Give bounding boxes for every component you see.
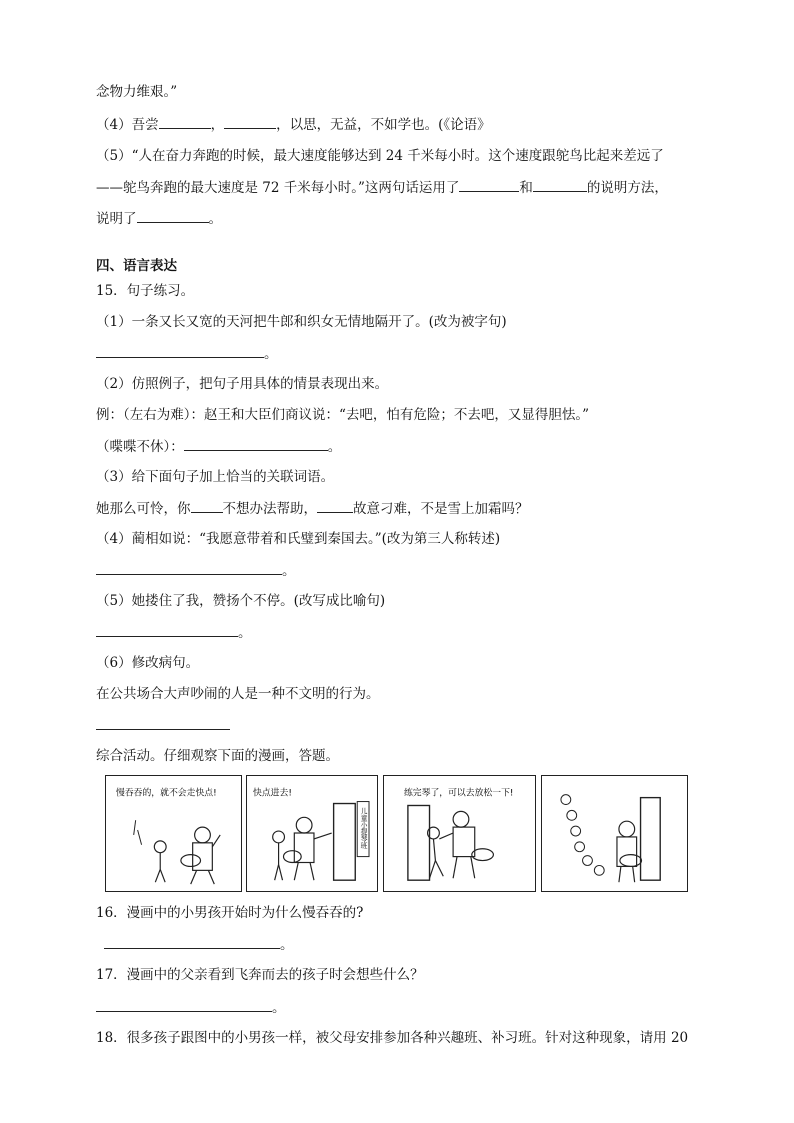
answer-blank[interactable]	[96, 343, 264, 358]
answer-line	[96, 715, 230, 736]
question-5-line-2: ——鸵鸟奔跑的最大速度是 72 千米每小时。”这两句话运用了 和 的说明方法，	[96, 177, 668, 198]
question-5-line-3: 说明了 。	[96, 208, 222, 229]
answer-blank[interactable]	[224, 114, 276, 129]
question-15-2: （2）仿照例子，把句子用具体的情景表现出来。	[96, 376, 389, 392]
question-15: 15．句子练习。	[96, 283, 195, 299]
question-17: 17．漫画中的父亲看到飞奔而去的孩子时会想些什么？	[96, 967, 424, 983]
comic-panel-3	[383, 775, 536, 892]
question-15-2-prompt: （喋喋不休）： 。	[96, 436, 341, 457]
answer-blank[interactable]	[137, 208, 209, 223]
question-18: 18．很多孩子跟图中的小男孩一样，被父母安排参加各种兴趣班、补习班。针对这种现象，请用 20	[96, 1030, 689, 1046]
answer-blank[interactable]	[317, 498, 353, 513]
question-15-5: （5）她搂住了我，赞扬个不停。(改写成比喻句)	[96, 593, 386, 609]
answer-line: 。	[96, 997, 286, 1018]
comic-caption: 慢吞吞的，就不会走快点!	[116, 788, 217, 799]
answer-line: 。	[104, 934, 294, 955]
answer-blank[interactable]	[104, 934, 280, 949]
comic-panel-1	[105, 775, 242, 892]
text-line: 念物力维艰。”	[96, 84, 178, 100]
comic-caption: 练完琴了，可以去放松一下!	[403, 788, 514, 799]
question-5-line-1: （5）“人在奋力奔跑的时候，最大速度能够达到 24 千米每小时。这个速度跟鸵鸟比起来差远了	[96, 148, 664, 164]
faulty-sentence: 在公共场合大声吵闹的人是一种不文明的行为。	[96, 686, 380, 702]
question-15-3-sentence: 她那么可怜，你 不想办法帮助， 故意刁难，不是雪上加霜吗？	[96, 498, 529, 519]
question-4: （4）吾尝 ， ，以思，无益，不如学也。(《论语》	[96, 114, 491, 135]
answer-blank[interactable]	[459, 177, 519, 192]
comic-panel-4	[541, 775, 688, 892]
question-15-1: （1）一条又长又宽的天河把牛郎和织女无情地隔开了。(改为被字句)	[96, 314, 507, 330]
comic-panel-2	[246, 775, 378, 892]
comprehensive-activity: 综合活动。仔细观察下面的漫画，答题。	[96, 748, 339, 764]
question-15-3: （3）给下面句子加上恰当的关联词语。	[96, 469, 335, 485]
answer-blank[interactable]	[159, 114, 211, 129]
answer-blank[interactable]	[96, 997, 272, 1012]
answer-blank[interactable]	[96, 560, 282, 575]
answer-line: 。	[96, 560, 296, 581]
answer-blank[interactable]	[533, 177, 587, 192]
example-sentence: 例：（左右为难）：赵王和大臣们商议说：“去吧，怕有危险；不去吧，又显得胆怯。”	[96, 407, 590, 423]
section-heading: 四、语言表达	[96, 258, 177, 274]
door-sign: 儿童小提琴班	[359, 807, 368, 849]
question-15-6: （6）修改病句。	[96, 655, 200, 671]
answer-blank[interactable]	[184, 436, 328, 451]
answer-line: 。	[96, 622, 252, 643]
question-15-4: （4）蔺相如说：“我愿意带着和氏璧到秦国去。”(改为第三人称转述)	[96, 531, 501, 547]
answer-blank[interactable]	[191, 498, 223, 513]
answer-line: 。	[96, 343, 278, 364]
answer-blank[interactable]	[96, 715, 230, 730]
question-16: 16．漫画中的小男孩开始时为什么慢吞吞的?	[96, 905, 364, 921]
comic-caption: 快点进去!	[253, 788, 292, 799]
answer-blank[interactable]	[96, 622, 238, 637]
